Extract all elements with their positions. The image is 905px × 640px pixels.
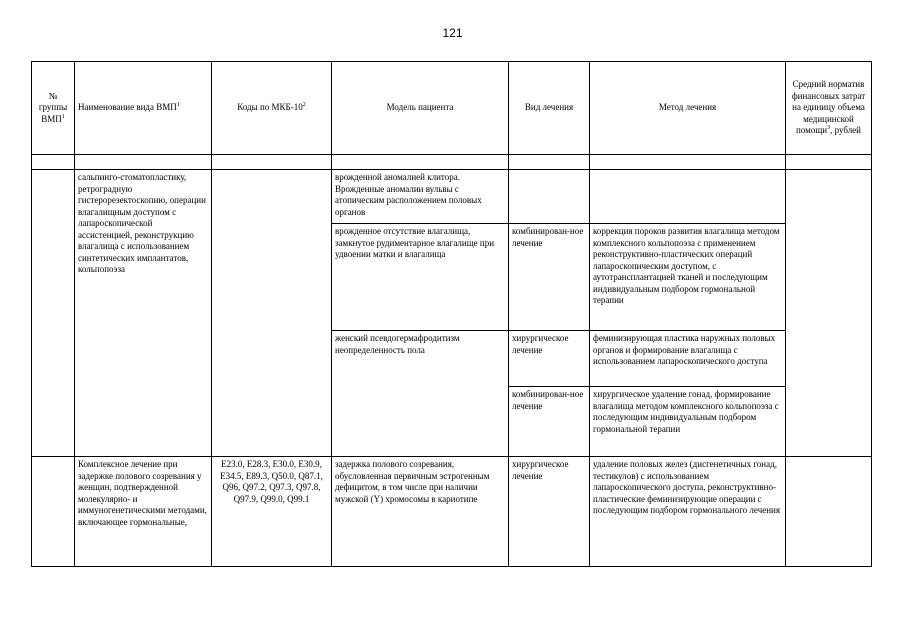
header-treatment-type: Вид лечения: [509, 62, 590, 155]
model-cell: врожденной аномалией клитора. Врожденные аномалии вульвы с атопическим расположением половых органов: [332, 170, 509, 224]
cost-cell: [786, 170, 872, 457]
header-cost: Средний норматив финансовых затрат на единицу объема медицинской помощи$^3$, рублей: [786, 62, 872, 155]
vmp-table: [31, 61, 872, 567]
method-cell: коррекция пороков развития влагалища методом комплексного кольпопоэза с применением реконструктивно-пластических операций лапароскопическим доступом, с аутотрансплантацией тканей и последующим индивидуальным подбором гормональной терапии: [590, 224, 786, 331]
header-name: Наименование вида ВМП$^1$: [75, 62, 212, 155]
method-cell: хирургическое удаление гонад, формирование влагалища методом комплексного кольпопоэза с последующим индивидуальным подбором гормональной терапии: [590, 387, 786, 457]
group-no-cell: [32, 170, 75, 457]
method-cell: удаление половых желез (дисгенетичных гонад, тестикулов) с использованием лапароскопического доступа, реконструктивно-пластические феминизирующие операции с последующим подбором гормонального лечения: [590, 457, 786, 567]
spacer-row: [32, 155, 872, 170]
treatment-cell: [509, 170, 590, 224]
treatment-cell: комбинирован-ное лечение: [509, 387, 590, 457]
page-number: 121: [442, 26, 463, 40]
vmp-name-cell: Комплексное лечение при задержке полового созревания у женщин, подтвержденной молекулярно- и иммуногенетическими методами, включающее гормональные,: [75, 457, 212, 567]
table-row: [32, 170, 872, 224]
header-method: Метод лечения: [590, 62, 786, 155]
codes-cell: [212, 170, 332, 457]
model-cell: задержка полового созревания, обусловленная первичным эстрогенным дефицитом, в том числе при наличии мужской (Y) хромосомы в кариотипе: [332, 457, 509, 567]
cost-cell: [786, 457, 872, 567]
vmp-name-cell: сальпинго-стоматопластику, ретроградную гистерорезектоскопию, операции влагалищным доступом с лапароскопической ассистенцией, реконструкцию влагалища с использованием синтетических имплантатов, кольпопоэза: [75, 170, 212, 457]
method-cell: [590, 170, 786, 224]
header-codes: Коды по МКБ-$10^2$: [212, 62, 332, 155]
treatment-cell: хирургическое лечение: [509, 331, 590, 387]
header-row: [32, 62, 872, 155]
group-no-cell: [32, 457, 75, 567]
header-group-no: № группы ВМП$^1$: [32, 62, 75, 155]
method-cell: феминизирующая пластика наружных половых органов и формирование влагалища с использованием лапароскопического доступа: [590, 331, 786, 387]
treatment-cell: хирургическое лечение: [509, 457, 590, 567]
table-row: [32, 457, 872, 567]
treatment-cell: комбинирован-ное лечение: [509, 224, 590, 331]
model-cell: врожденное отсутствие влагалища, замкнутое рудиментарное влагалище при удвоении матки и влагалища: [332, 224, 509, 331]
codes-cell: E23.0, E28.3, E30.0, E30.9, E34.5, E89.3, Q50.0, Q87.1, Q96, Q97.2, Q97.3, Q97.8, Q97.9, Q99.0, Q99.1: [212, 457, 332, 567]
model-cell: женский псевдогермафродитизм неопределенность пола: [332, 331, 509, 457]
header-model: Модель пациента: [332, 62, 509, 155]
